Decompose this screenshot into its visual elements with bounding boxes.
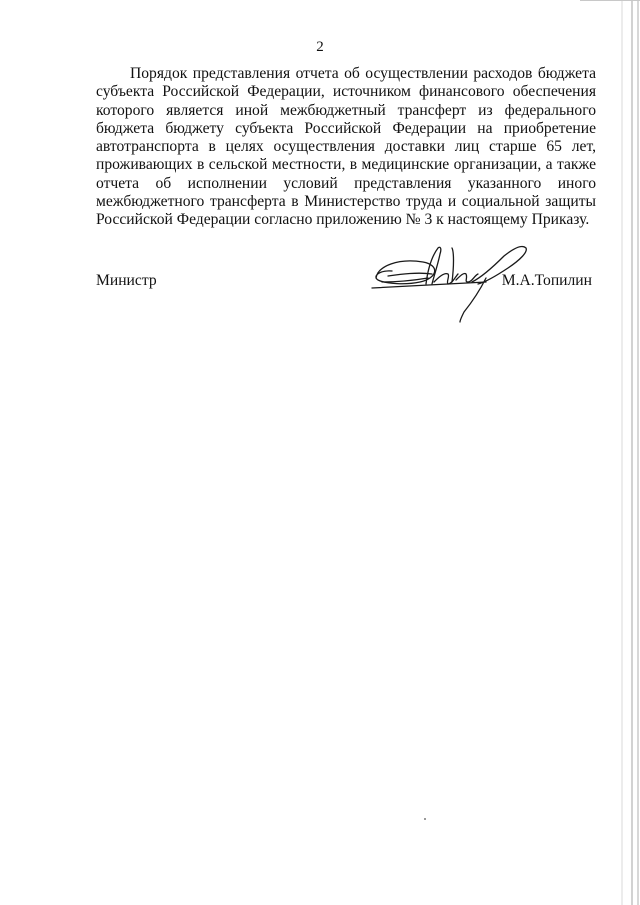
body-paragraph: Порядок представления отчета об осуществлении расходов бюджета субъекта Российской Федерации, источником финансового обеспечения которого является иной межбюджетный трансферт из федерального бюджета бюджету субъекта Российской Федерации на приобретение автотранспорта в целях осуществления доставки лиц старше 65 лет, проживающих в сельской местности, в медицинские организации, а также отчета об исполнении условий представления указанного иного межбюджетного трансферта в Министерство труда и социальной защиты Российской Федерации согласно приложению № 3 к настоящему Приказу. xyxy=(96,65,596,229)
handwritten-signature xyxy=(368,238,538,323)
signer-name: М.А.Топилин xyxy=(501,272,592,289)
page-number: 2 xyxy=(316,39,324,55)
scan-speck xyxy=(424,818,426,820)
signer-title: Министр xyxy=(96,272,157,289)
